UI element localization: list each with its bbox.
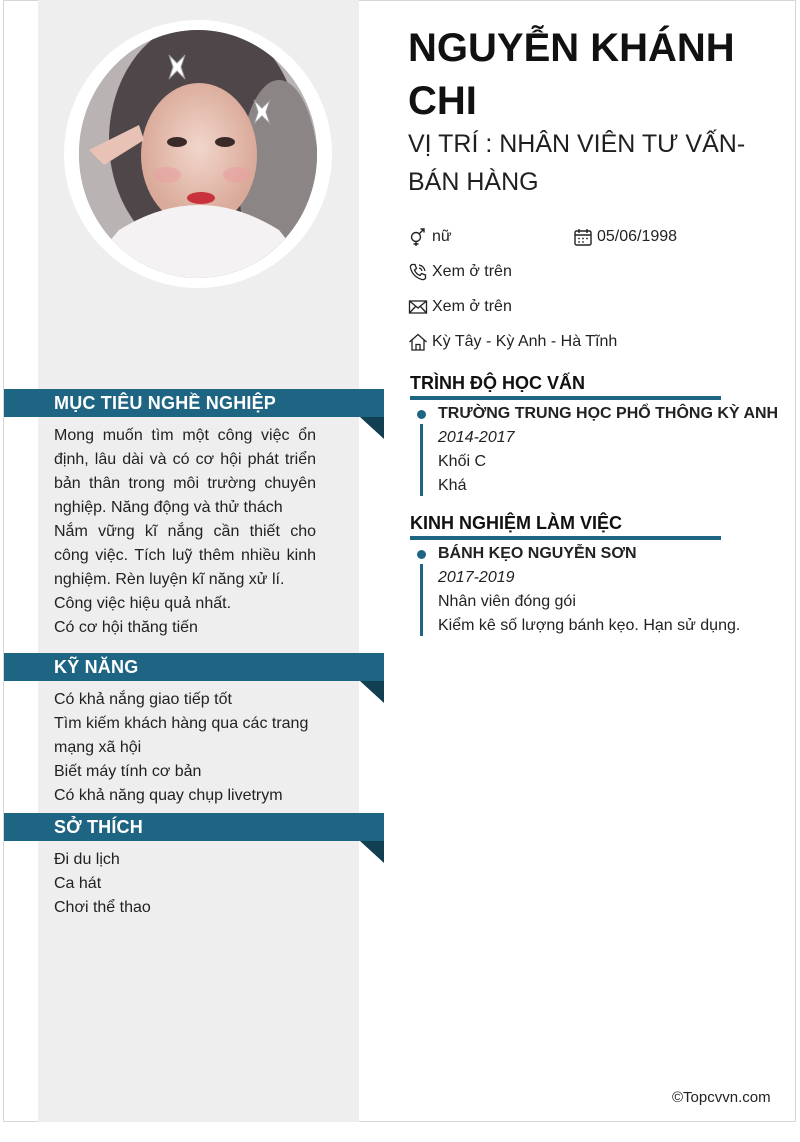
school-name: TRƯỜNG TRUNG HỌC PHỔ THÔNG KỲ ANH [438,405,779,422]
skill-item: Có khả nắng giao tiếp tốt [54,691,232,708]
skill-item: Biết máy tính cơ bản [54,763,202,780]
hobbies-list [54,848,316,920]
address-value: Kỳ Tây - Kỳ Anh - Hà Tĩnh [432,333,618,350]
experience-role: Nhân viên đóng gói [438,593,576,610]
phone-value: Xem ở trên [432,263,512,280]
objective-line: Công việc hiệu quả nhất. [54,595,232,612]
objective-ribbon-fold [360,417,384,439]
birthdate-row [573,226,677,248]
job-position: VỊ TRÍ : NHÂN VIÊN TƯ VẤN- BÁN HÀNG [408,130,746,196]
education-grade: Khá [438,477,467,494]
email-value: Xem ở trên [432,298,512,315]
skill-item: Tìm kiếm khách hàng qua các trang mạng xã hội [54,715,309,756]
gender-row [408,226,452,248]
experience-description: Kiểm kê số lượng bánh kẹo. Hạn sử dụng. [438,617,741,634]
education-heading: TRÌNH ĐỘ HỌC VẤN [410,371,721,400]
experience-entry [416,542,776,638]
gender-value: nữ [432,228,452,245]
timeline-line [420,564,423,636]
birthdate-value: 05/06/1998 [597,228,678,245]
timeline-dot [417,410,426,419]
objective-line: Có cơ hội thăng tiến [54,619,198,636]
calendar-icon [573,227,593,247]
avatar [79,30,317,278]
address-row [408,331,617,353]
experience-heading: KINH NGHIỆM LÀM VIỆC [410,511,721,540]
hobby-item: Ca hát [54,875,102,892]
phone-icon [408,262,428,282]
objective-line: Nắm vững kĩ nắng cần thiết cho công việc. Tích luỹ thêm nhiều kinh nghiệm. Rèn luyện kĩ năng xử lí. [54,523,316,588]
hobby-item: Đi du lịch [54,851,120,868]
hobby-item: Chơi thể thao [54,899,151,916]
phone-row [408,261,512,283]
candidate-name: NGUYỄN KHÁNH CHI [408,26,735,123]
skills-heading: KỸ NĂNG [4,653,384,681]
email-row [408,296,512,318]
timeline-line [420,424,423,496]
objective-text [54,424,316,640]
company-name: BÁNH KẸO NGUYỄN SƠN [438,545,637,562]
hobbies-ribbon-fold [360,841,384,863]
hobbies-heading: SỞ THÍCH [4,813,384,841]
footer-credit: ©Topcvvn.com [672,1089,771,1106]
objective-line: Mong muốn tìm một công việc ổn định, lâu dài và có cơ hội phát triển bản thân trong môi trường chuyên nghiệp. Năng động và thử thách [54,427,316,516]
skills-list [54,688,316,808]
timeline-dot [417,550,426,559]
skills-ribbon-fold [360,681,384,703]
portrait-photo [79,30,317,278]
skill-item: Có khả năng quay chụp livetrym [54,787,283,804]
education-major: Khối C [438,453,487,470]
education-entry [416,402,779,498]
objective-heading: MỤC TIÊU NGHỀ NGHIỆP [4,389,384,417]
education-period: 2014-2017 [438,429,515,446]
experience-period: 2017-2019 [438,569,515,586]
envelope-icon [408,297,428,317]
gender-icon [408,227,428,247]
home-icon [408,332,428,352]
